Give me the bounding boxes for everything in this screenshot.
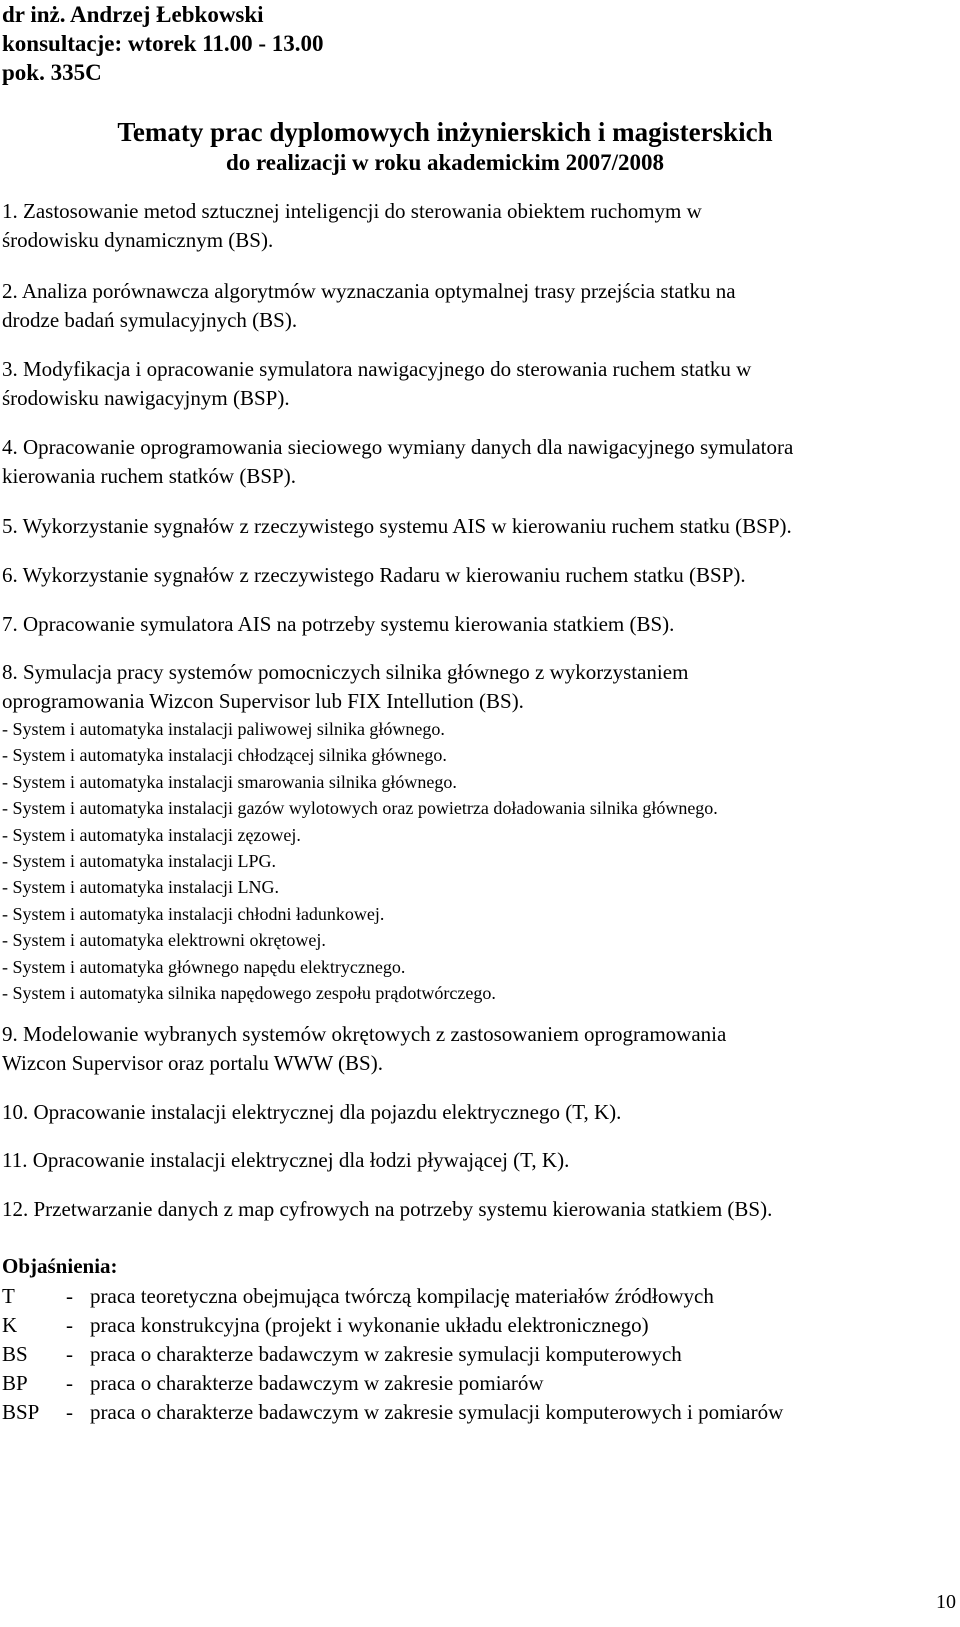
- legend-description: praca o charakterze badawczym w zakresie symulacji komputerowych i pomiarów: [90, 1400, 784, 1424]
- topic-text: drodze badań symulacyjnych (BS).: [2, 308, 298, 332]
- topic-text: 1. Zastosowanie metod sztucznej inteligencji do sterowania obiektem ruchomym w: [2, 199, 702, 223]
- legend-code: BSP: [2, 1400, 40, 1424]
- legend-description: praca o charakterze badawczym w zakresie symulacji komputerowych: [90, 1342, 682, 1366]
- topic-text: środowisku nawigacyjnym (BSP).: [2, 386, 290, 410]
- subtopic-item: - System i automatyka instalacji chłodni ładunkowej.: [2, 903, 385, 924]
- legend-row: [2, 1369, 783, 1398]
- topic-text: 4. Opracowanie oprogramowania sieciowego wymiany danych dla nawigacyjnego symulatora: [2, 435, 794, 459]
- topic-item: [2, 355, 952, 413]
- legend-dash: -: [66, 1371, 73, 1395]
- topic-item: [2, 1195, 952, 1224]
- legend-description: praca konstrukcyjna (projekt i wykonanie układu elektronicznego): [90, 1313, 649, 1337]
- subtopic-item: - System i automatyka instalacji smarowania silnika głównego.: [2, 771, 457, 792]
- topic-text: środowisku dynamicznym (BS).: [2, 228, 274, 252]
- subtopic-item: - System i automatyka instalacji LNG.: [2, 877, 279, 898]
- topic-text: 10. Opracowanie instalacji elektrycznej dla pojazdu elektrycznego (T, K).: [2, 1100, 622, 1124]
- subtopic-item: - System i automatyka instalacji LPG.: [2, 851, 276, 872]
- topic-text: Wizcon Supervisor oraz portalu WWW (BS).: [2, 1051, 383, 1075]
- topic-item: [2, 1098, 952, 1127]
- subtopic-item: - System i automatyka instalacji paliwowej silnika głównego.: [2, 719, 445, 739]
- legend-code: K: [2, 1313, 18, 1337]
- topic-item: [2, 512, 952, 541]
- topic-item: [2, 1020, 952, 1078]
- topic-text: kierowania ruchem statków (BSP).: [2, 464, 296, 488]
- topic-text: 6. Wykorzystanie sygnałów z rzeczywistego Radaru w kierowaniu ruchem statku (BSP).: [2, 563, 746, 587]
- subtopic-item: - System i automatyka instalacji chłodzącej silnika głównego.: [2, 745, 447, 766]
- legend-row: [2, 1340, 783, 1369]
- topic-text: 11. Opracowanie instalacji elektrycznej dla łodzi pływającej (T, K).: [2, 1148, 570, 1172]
- explanations-heading: Objaśnienia:: [2, 1254, 118, 1278]
- subtopic-item: - System i automatyka silnika napędowego zespołu prądotwórczego.: [2, 983, 496, 1004]
- legend-code: BS: [2, 1342, 28, 1366]
- subtopic-item: - System i automatyka instalacji gazów wylotowych oraz powietrza doładowania silnika głównego.: [2, 798, 718, 819]
- topic-text: 9. Modelowanie wybranych systemów okrętowych z zastosowaniem oprogramowania: [2, 1022, 727, 1046]
- topic-text: 3. Modyfikacja i opracowanie symulatora nawigacyjnego do sterowania ruchem statku w: [2, 357, 752, 381]
- title-main: Tematy prac dyplomowych inżynierskich i magisterskich: [117, 117, 773, 147]
- legend-code: BP: [2, 1371, 28, 1395]
- consultation-hours: konsultacje: wtorek 11.00 - 13.00: [2, 31, 324, 56]
- author-name: dr inż. Andrzej Łebkowski: [2, 2, 264, 27]
- topic-text: oprogramowania Wizcon Supervisor lub FIX Intellution (BS).: [2, 689, 524, 713]
- topic-text: 5. Wykorzystanie sygnałów z rzeczywistego systemu AIS w kierowaniu ruchem statku (BSP).: [2, 514, 792, 538]
- topic-item: [2, 658, 952, 1006]
- topic-item: [2, 1146, 952, 1175]
- legend-dash: -: [66, 1313, 73, 1337]
- legend-code: T: [2, 1284, 15, 1308]
- author-header: [2, 0, 324, 87]
- subtopic-item: - System i automatyka instalacji zęzowej.: [2, 824, 301, 845]
- topic-text: 7. Opracowanie symulatora AIS na potrzeby systemu kierowania statkiem (BS).: [2, 612, 675, 636]
- title-subtitle: do realizacji w roku akademickim 2007/2008: [225, 150, 665, 175]
- topic-item: [2, 610, 952, 639]
- legend-dash: -: [66, 1400, 73, 1424]
- page-number: 10: [936, 1591, 956, 1613]
- legend-row: [2, 1282, 783, 1311]
- legend-description: praca o charakterze badawczym w zakresie pomiarów: [90, 1371, 544, 1395]
- subtopic-item: - System i automatyka głównego napędu elektrycznego.: [2, 956, 406, 977]
- legend-row: [2, 1398, 783, 1427]
- room-number: pok. 335C: [2, 60, 102, 85]
- legend-dash: -: [66, 1342, 73, 1366]
- topic-text: 8. Symulacja pracy systemów pomocniczych silnika głównego z wykorzystaniem: [2, 660, 689, 684]
- subtopic-item: - System i automatyka elektrowni okrętowej.: [2, 930, 326, 951]
- legend-dash: -: [66, 1284, 73, 1308]
- explanations-legend: [2, 1282, 783, 1427]
- topic-text: 12. Przetwarzanie danych z map cyfrowych na potrzeby systemu kierowania statkiem (BS).: [2, 1197, 773, 1221]
- topic-item: [2, 277, 952, 335]
- topic-text: 2. Analiza porównawcza algorytmów wyznaczania optymalnej trasy przejścia statku na: [2, 279, 736, 303]
- topic-item: [2, 197, 952, 255]
- topic-item: [2, 433, 952, 491]
- legend-row: [2, 1311, 783, 1340]
- document-title: [0, 116, 960, 177]
- topic-item: [2, 561, 952, 590]
- legend-description: praca teoretyczna obejmująca twórczą kompilację materiałów źródłowych: [90, 1284, 714, 1308]
